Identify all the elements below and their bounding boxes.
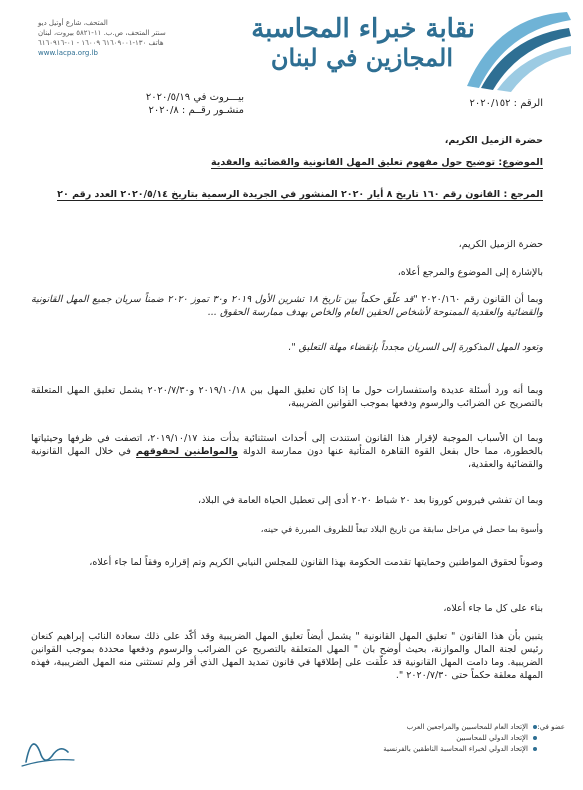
paragraph-reasons-a: وبما ان الأسباب الموجبة لإقرار هذا القانون استندت إلى أحداث استثنائية بدأت منذ ٢٠١٩/١٠/١٧، اتصفت في ظرفها وحيثياتها بالخطورة، مما حال بفعل القوة القاهرة المتأتية عنها دون ممارسة الدولة [31,433,543,457]
place-date-block [44,91,244,117]
membership-text: الإتحاد الدولي لخبراء المحاسبة الناطقين بالفرنسية [383,745,528,753]
paragraph-reasons-emphasis: والمواطنين لحقوقهم [135,446,238,457]
bullet-icon [533,736,537,740]
logo-line-2: المجازين في لبنان [270,43,453,72]
law-quote-tail: وتعود المهل المذكورة إلى السريان مجدداً بإنقضاء مهلة التعليق ". [288,342,543,353]
membership-text: الإتحاد العام للمحاسبين والمراجعين العرب [406,723,528,731]
member-label: عضو في: [537,723,565,731]
reference-line [28,188,543,201]
subject-line [23,156,543,169]
address-line-2: سنتر المتحف، ص.ب. ١١-٥٨٢١ بيروت، لبنان [38,29,166,37]
paragraph-reasons-c: في خلال المهل القانونية والقضائية والعقدية، [31,446,543,470]
intro-paragraph: بالإشارة إلى الموضوع والمرجع أعلاه، [397,267,543,278]
paragraph-law-quote [31,293,543,319]
paragraph-corona: وبما ان تفشي فيروس كورونا بعد ٢٠ شباط ٢٠٢٠ أدى إلى تعطيل الحياة العامة في البلاد، [198,495,543,506]
membership-item [277,744,537,755]
circular-number: منشـور رقــم : ٢٠٢٠/٨ [148,105,244,116]
law-quote: "قد علّق حكماً بين تاريخ ١٨ تشرين الأول ٢٠١٩ و٣٠ تموز ٢٠٢٠ ضمناً سريان جميع المهل القانونية والقضائية والعقدية الممنوحة لأشخاص الحقين العام والخاص بهدف ممارسة الحقوق ... [31,294,543,318]
paragraph-lead: وبما أن القانون رقم ٢٠٢٠/١٦٠ [421,294,544,305]
paragraph-reasons [31,432,543,471]
subject-text: الموضوع: توضيح حول مفهوم تعليق المهل القانونية والقضائية والعقدية [210,157,543,168]
organization-logo-wordmark [215,14,475,72]
logo-line-1: نقابة خبراء المحاسبة [251,14,475,44]
salutation: حضرة الزميل الكريم، [444,135,543,146]
place-date: بيـــروت في ٢٠٢٠/٥/١٩ [145,92,244,103]
bullet-icon [533,747,537,751]
membership-item [277,733,537,744]
header-address [38,18,213,58]
membership-list [277,722,537,755]
signature [18,722,78,772]
bullet-icon [533,725,537,729]
address-line-3: هاتف ١٣٠-٦١٦٠٩٠٠١ ١٦٠٠٩ - ٠١-٦١٦٠٩١٦ [38,39,164,47]
reference-text: المرجع : القانون رقم ١٦٠ تاريخ ٨ أيار ٢٠٢٠ المنشور في الجريدة الرسمية بتاريخ ٢٠٢٠/٥/١٤ العدد رقم ٢٠ [57,189,543,200]
paragraph-protection: وصوناً لحقوق المواطنين وحمايتها تقدمت الحكومة بهذا القانون للمجلس النيابي الكريم وتم إقراره وفقاً لما جاء أعلاه، [89,557,543,568]
membership-item [277,722,537,733]
salutation-repeat: حضرة الزميل الكريم، [458,239,543,250]
paragraph-conclusion: يتبين بأن هذا القانون " تعليق المهل القانونية " يشمل أيضاً تعليق المهل الضريبية وقد أكّد على ذلك سعادة النائب إبراهيم كنعان رئيس لجنة المال والموازنة، بحيث أوضح بان " المهل المتعلقة بالتصريح عن الضرائب والرسوم ودفعها محددة بموجب القوانين الضريبية. وما دامت المهل القانونية قد علّقت على إطلاقها في قانون تمديد المهل الذي أقر ولم تستثنى منه المهل الضريبية، فهذه المهلة معلقة حكماً حتى ٢٠٢٠/٧/٣٠ ". [31,631,543,681]
paragraph-precedent: وأسوة بما حصل في مراحل سابقة من تاريخ البلاد تبعاً للظروف المبررة في حينه، [260,525,543,535]
address-line-1: المتحف، شارع أوتيل ديو [38,19,108,27]
reference-number: الرقم : ٢٠٢٠/١٥٢ [469,98,543,109]
membership-text: الإتحاد الدولي للمحاسبين [456,734,528,742]
paragraph-based-on: بناء على كل ما جاء أعلاه، [443,603,543,614]
website-link[interactable]: www.lacpa.org.lb [38,49,98,57]
paragraph-questions: وبما أنه ورد أسئلة عديدة واستفسارات حول ما إذا كان تعليق المهل بين ٢٠١٩/١٠/١٨ و٢٠٢٠/٧/٣٠ يشمل تعليق المهل المتعلقة بالتصريح عن الضرائب والرسوم ودفعها بموجب القوانين الضريبية، [31,385,543,409]
